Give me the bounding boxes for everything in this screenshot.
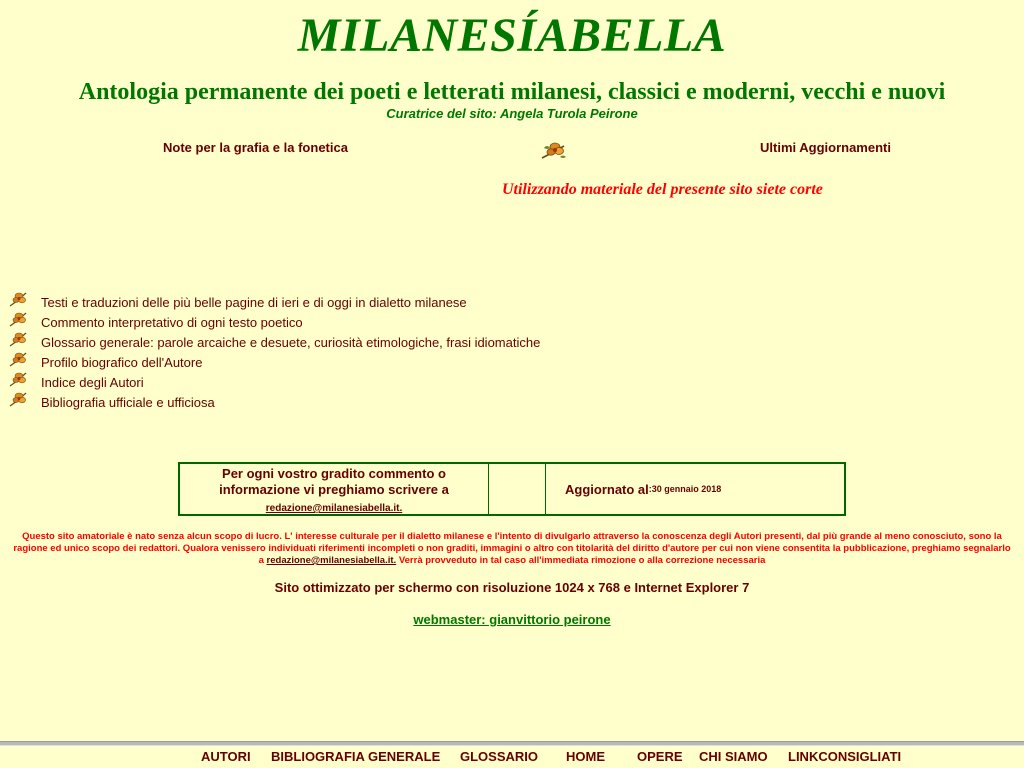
notes-link[interactable]: Note per la grafia e la fonetica bbox=[163, 140, 348, 155]
nav-link-consigliati[interactable]: LINKCONSIGLIATI bbox=[788, 749, 902, 764]
flower-bullet-icon bbox=[8, 310, 28, 328]
bottom-divider bbox=[0, 741, 1024, 746]
optimized-note: Sito ottimizzato per schermo con risoluzione 1024 x 768 e Internet Explorer 7 bbox=[274, 580, 750, 595]
webmaster-line bbox=[0, 612, 1024, 627]
info-box bbox=[178, 462, 846, 516]
site-subtitle: Antologia permanente dei poeti e letterati milanesi, classici e moderni, vecchi e nuovi bbox=[78, 79, 946, 105]
list-item bbox=[8, 332, 540, 352]
contact-text: Per ogni vostro gradito commento o informazione vi preghiamo scrivere a bbox=[219, 466, 449, 497]
nav-glossario[interactable]: GLOSSARIO bbox=[460, 749, 539, 764]
flower-ornament-icon bbox=[538, 138, 568, 162]
contact-email-link[interactable]: redazione@milanesiabella.it. bbox=[265, 503, 403, 514]
nav-chi-siamo[interactable]: CHI SIAMO bbox=[699, 749, 768, 764]
list-item bbox=[8, 372, 540, 392]
list-item bbox=[8, 392, 540, 412]
list-item bbox=[8, 292, 540, 312]
feature-label: Profilo biografico dell'Autore bbox=[41, 354, 203, 370]
bottom-nav bbox=[0, 747, 1024, 768]
flower-bullet-icon bbox=[8, 390, 28, 408]
nav-home[interactable]: HOME bbox=[566, 749, 605, 764]
feature-label: Commento interpretativo di ogni testo poetico bbox=[41, 314, 303, 330]
nav-opere[interactable]: OPERE bbox=[637, 749, 683, 764]
empty-cell bbox=[489, 464, 546, 514]
flower-bullet-icon bbox=[8, 370, 28, 388]
flower-bullet-icon bbox=[8, 290, 28, 308]
disclaimer bbox=[12, 531, 1012, 567]
list-item bbox=[8, 352, 540, 372]
feature-label: Testi e traduzioni delle più belle pagine di ieri e di oggi in dialetto milanese bbox=[41, 294, 467, 310]
disclaimer-text: Questo sito amatoriale è nato senza alcun scopo di lucro. L' interesse culturale per il dialetto milanese e l'intento di divulgarlo attraverso la conoscenza degli Autori presenti, dal più grande al meno conosciuto, sono la ragione ed unico scopo dei redattori. Qualora venissero individuati riferimenti incompleti o non graditi, immagini o altro con titolarità del diritto d'autore per cui non viene consentita la pubblicazione, preghiamo segnalarlo a bbox=[13, 531, 1011, 566]
webmaster-link[interactable]: webmaster: gianvittorio peirone bbox=[413, 612, 611, 627]
site-curator: Curatrice del sito: Angela Turola Peirone bbox=[386, 106, 638, 121]
feature-list bbox=[8, 292, 540, 412]
feature-label: Glossario generale: parole arcaiche e desuete, curiosità etimologiche, frasi idiomatiche bbox=[41, 334, 541, 350]
disclaimer-email-link[interactable]: redazione@milanesiabella.it. bbox=[266, 555, 397, 566]
copyright-warning: Utilizzando materiale del presente sito siete corte bbox=[502, 181, 823, 198]
updated-date: :30 gennaio 2018 bbox=[648, 484, 722, 494]
nav-bibliografia-generale[interactable]: BIBLIOGRAFIA GENERALE bbox=[271, 749, 441, 764]
list-item bbox=[8, 312, 540, 332]
flower-bullet-icon bbox=[8, 350, 28, 368]
feature-label: Bibliografia ufficiale e ufficiosa bbox=[41, 394, 215, 410]
nav-autori[interactable]: AUTORI bbox=[201, 749, 251, 764]
feature-label: Indice degli Autori bbox=[41, 374, 144, 390]
site-title: MILANESÍABELLA bbox=[297, 9, 727, 62]
disclaimer-text-after: Verrà provveduto in tal caso all'immediata rimozione o alla correzione necessaria bbox=[396, 555, 766, 566]
updated-cell bbox=[546, 464, 844, 514]
flower-bullet-icon bbox=[8, 330, 28, 348]
updated-label: Aggiornato al bbox=[565, 481, 649, 497]
contact-cell bbox=[180, 464, 489, 514]
updates-link[interactable]: Ultimi Aggiornamenti bbox=[760, 140, 891, 155]
